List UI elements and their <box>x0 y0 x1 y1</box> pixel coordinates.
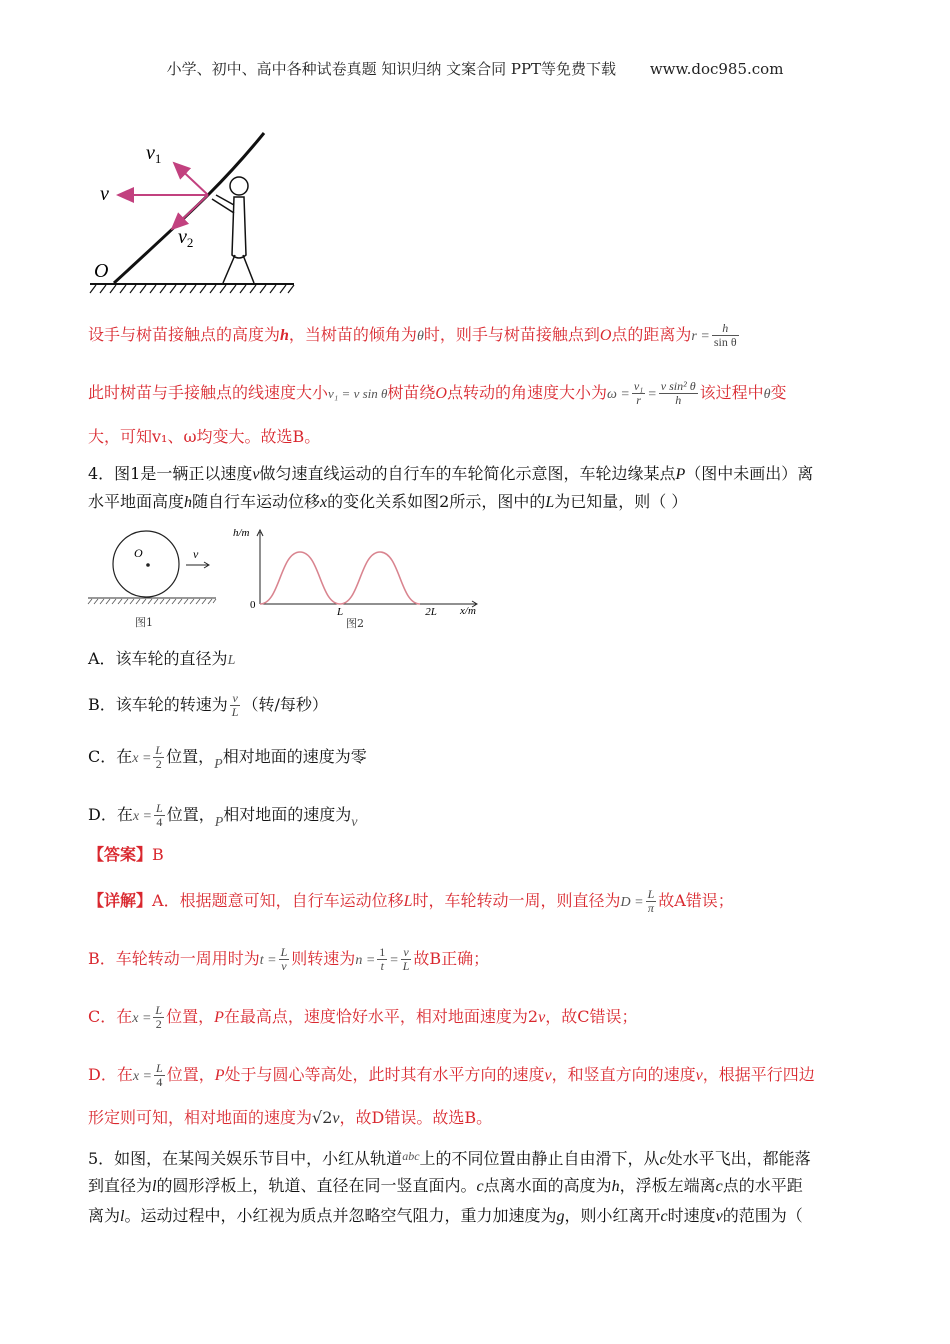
option-b: B．该车轮的转速为 $\frac{v}{L}$ （转/每秒） <box>88 691 328 719</box>
person-figure <box>212 177 254 283</box>
h-x-graph <box>228 524 488 636</box>
option-c: C．在x = $\frac{L}{2}$ 位置，P相对地面的速度为零 <box>88 743 367 772</box>
wheel-center <box>146 563 150 567</box>
header-url: www.doc985.com <box>649 60 784 78</box>
q5-line1: 5．如图，在某闯关娱乐节目中，小红从轨道$^{abc}$上的不同位置由静止自由滑下，从c处水平飞出，都能落 <box>88 1149 811 1168</box>
fig1-caption: 图1 <box>135 616 153 629</box>
detail-c: C．在x = $\frac{L}{2}$ 位置，P在最高点，速度恰好水平，相对地面速度为2v，故C错误； <box>88 1003 638 1031</box>
v2-arrow <box>172 195 208 229</box>
prev-solution-line3: 大，可知v₁、ω均变大。故选B。 <box>88 427 321 446</box>
y-axis-label: h/m <box>233 527 250 539</box>
detail-d-cont: 形定则可知，相对地面的速度为√2v，故D错误。故选B。 <box>88 1108 493 1127</box>
v2-label: $v_2$ <box>178 226 194 250</box>
option-d: D．在x = $\frac{L}{4}$ 位置，P相对地面的速度为v <box>88 801 358 830</box>
x-axis-label: x/m <box>460 605 476 617</box>
tick-L: L <box>336 606 344 618</box>
q5-line3: 离为l。运动过程中，小红视为质点并忽略空气阻力，重力加速度为g，则小红离开c时速度v的范围为（ <box>88 1206 803 1225</box>
tick-2L: 2L <box>425 606 437 618</box>
page-header <box>0 58 950 79</box>
seedling-curve <box>114 133 264 283</box>
O-label: O <box>94 260 109 282</box>
ground-hatch <box>90 285 294 293</box>
detail-a: 【详解】A．根据题意可知，自行车运动位移L时，车轮转动一周，则直径为D = $\frac{L}{\pi}$ 故A错误； <box>88 887 734 915</box>
v1-arrow <box>174 163 208 195</box>
velocity-label: v <box>193 547 199 561</box>
h-curve <box>260 552 420 604</box>
q5-line2: 到直径为l的圆形浮板上，轨道、直径在同一竖直面内。c点离水面的高度为h，浮板左端离c点的水平距 <box>88 1176 803 1195</box>
answer-line: 【答案】B <box>88 845 164 864</box>
seedling-figure <box>88 125 308 300</box>
detail-b: B．车轮转动一周用时为t = $\frac{L}{v}$ 则转速为n = $\frac{1}{t}$ = $\frac{v}{L}$ 故B正确； <box>88 945 490 973</box>
q4-stem-line1: 4．图1是一辆正以速度v做匀速直线运动的自行车的车轮简化示意图，车轮边缘某点P（图中未画出）离 <box>88 464 814 483</box>
header-text: 小学、初中、高中各种试卷真题 知识归纳 文案合同 PPT等免费下载 <box>166 60 617 78</box>
wheel-O-label: O <box>134 546 143 560</box>
prev-solution-line1: 设手与树苗接触点的高度为h，当树苗的倾角为θ时，则手与树苗接触点到O点的距离为r = $\frac{h}{\text{sin θ}}$ <box>88 321 737 349</box>
fig2-caption: 图2 <box>346 617 364 630</box>
wheel-circle <box>113 531 179 597</box>
prev-solution-line2: 此时树苗与手接触点的线速度大小v₁ = v sin θ树苗绕O点转动的角速度大小为ω = $\frac{\text{v₁}}{r}$ = $\frac{\text{v sin² θ}}{h}$ 该过程中θ变 <box>88 379 787 407</box>
option-a: A．该车轮的直径为L <box>88 649 236 668</box>
v1-label: $v_1$ <box>146 142 162 166</box>
detail-d: D．在x = $\frac{L}{4}$ 位置，P处于与圆心等高处，此时其有水平方向的速度v，和竖直方向的速度v，根据平行四边 <box>88 1061 815 1089</box>
wheel-figure <box>86 530 221 632</box>
origin-label: 0 <box>250 599 256 611</box>
r-fraction: $\frac{h}{\text{sin θ}}$ <box>713 321 737 349</box>
q4-stem-line2: 水平地面高度h随自行车运动位移x的变化关系如图2所示，图中的L为已知量，则（ ） <box>88 492 688 511</box>
v-label: v <box>100 183 109 205</box>
